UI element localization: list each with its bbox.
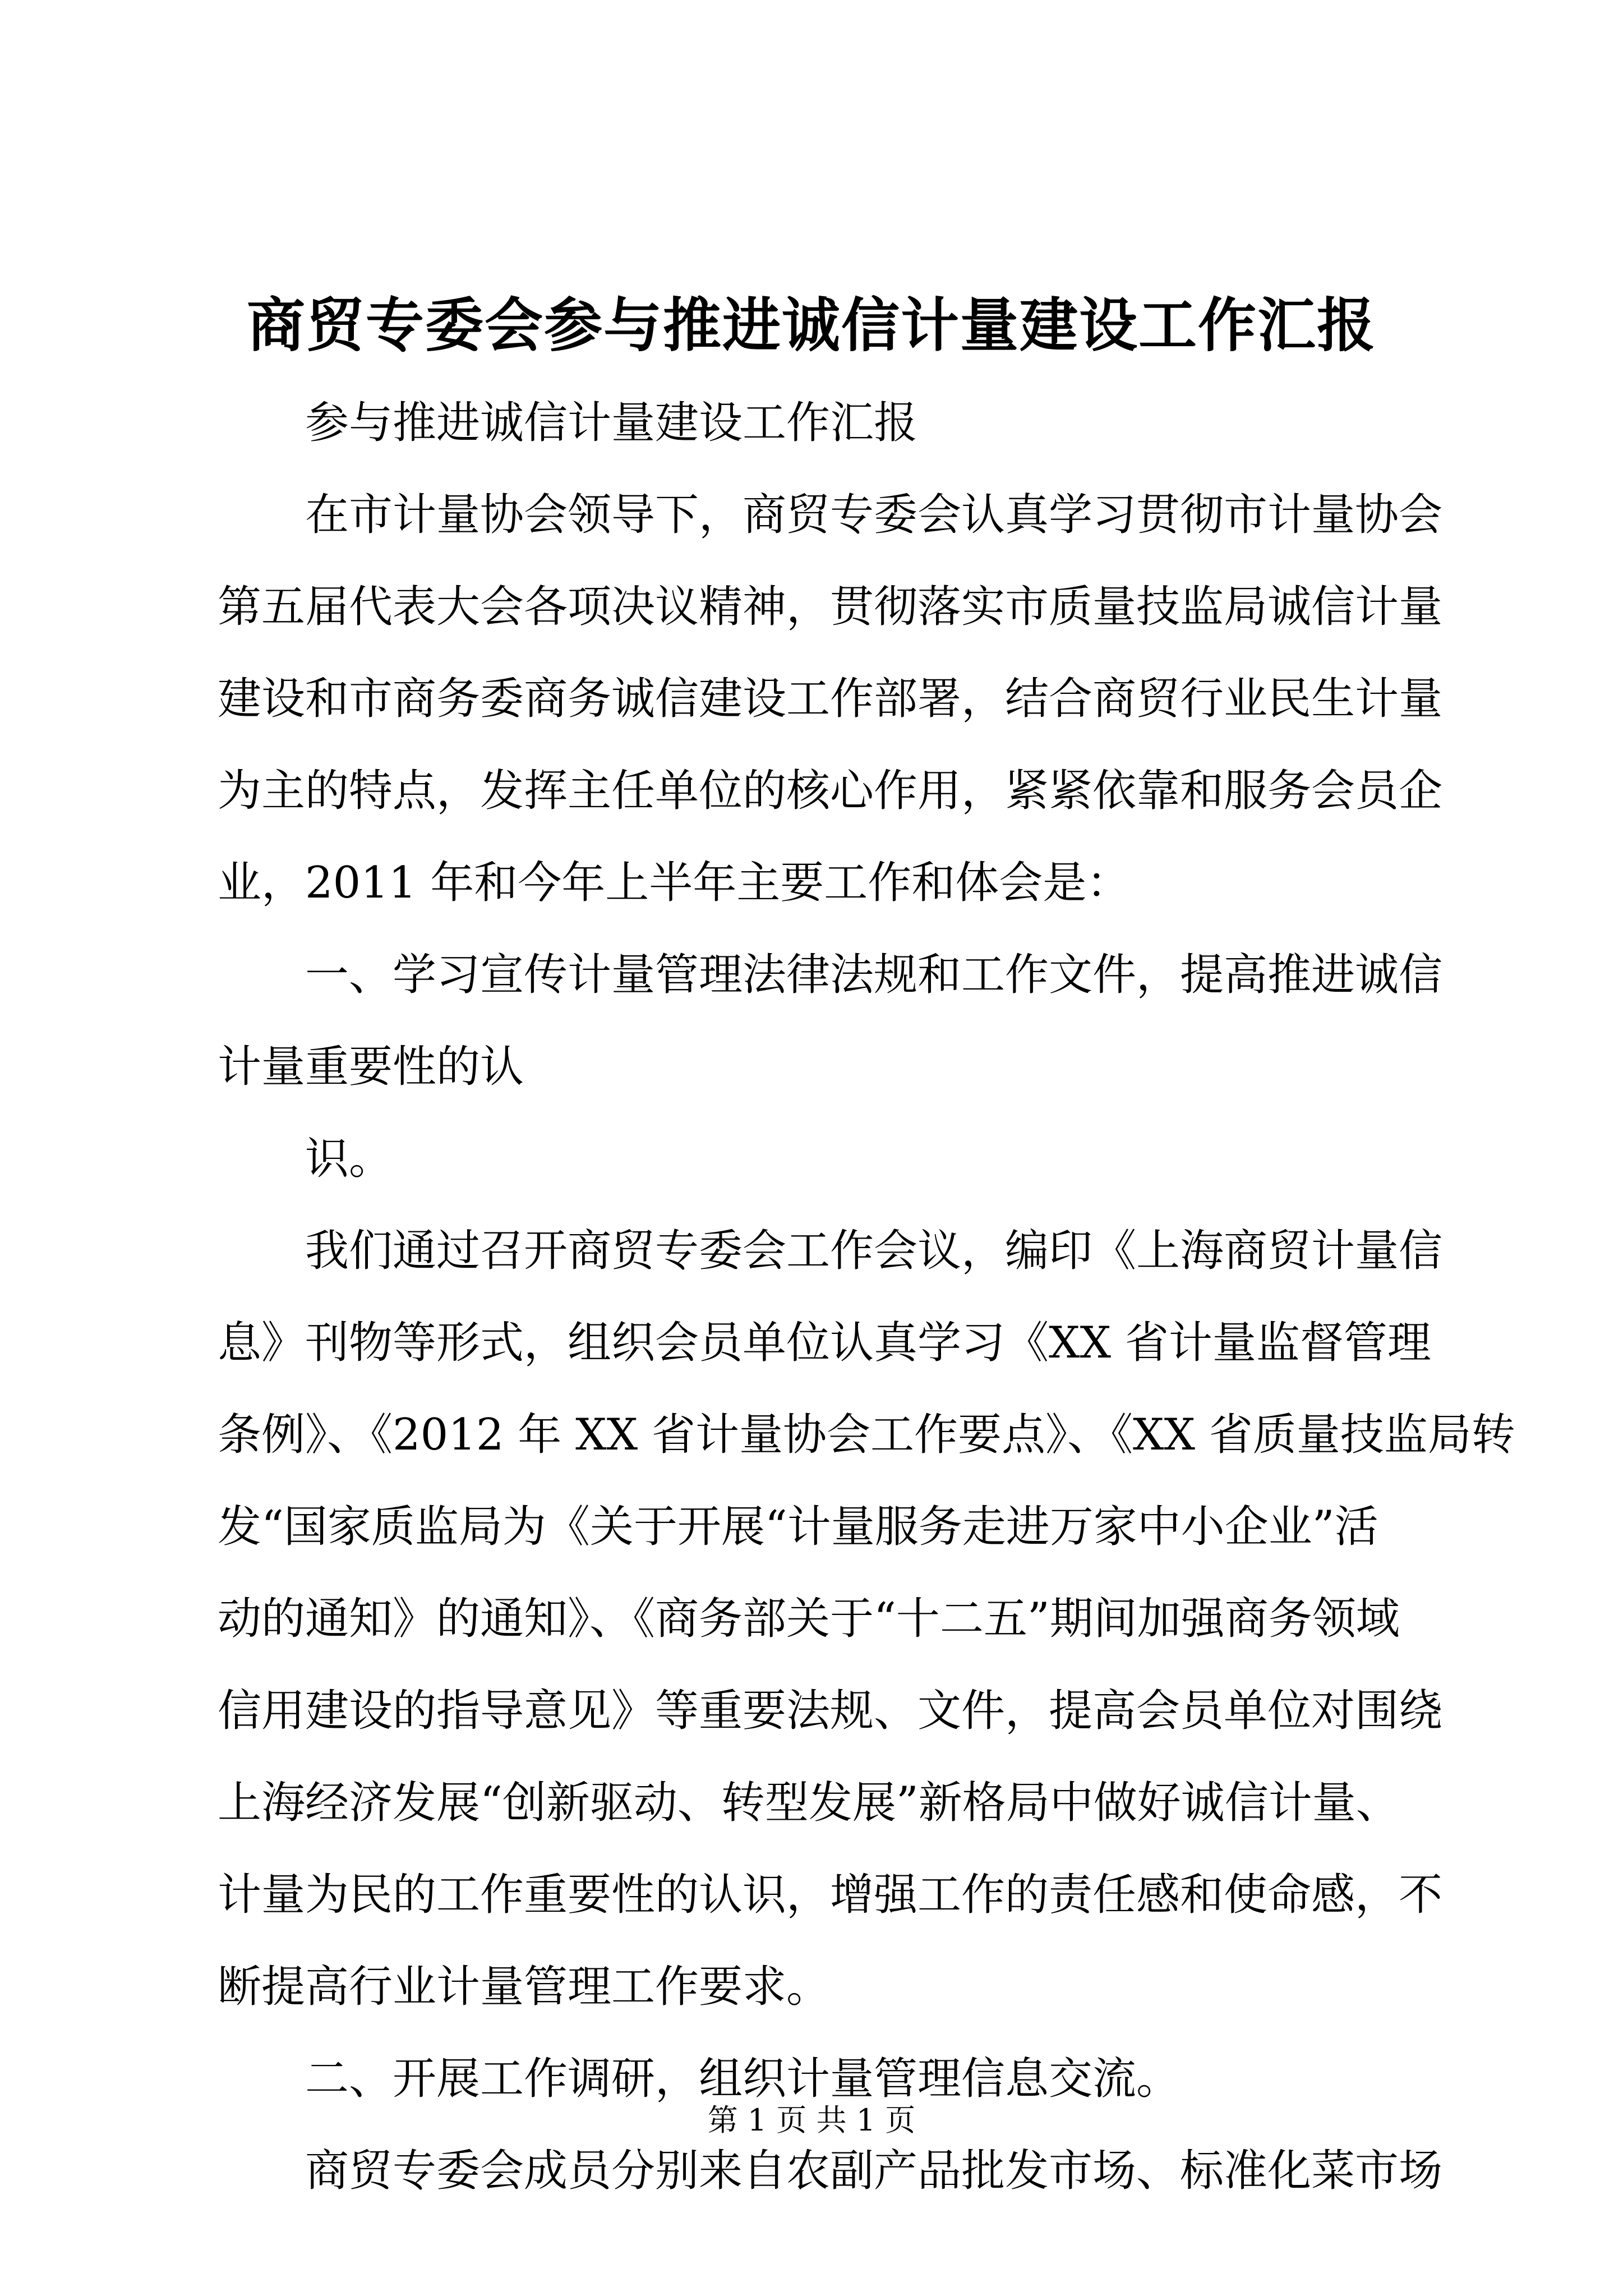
paragraph-line: 我们通过召开商贸专委会工作会议，编印《上海商贸计量信 [305,1226,1443,1276]
section-heading-line: 二、开展工作调研，组织计量管理信息交流。 [305,2054,1181,2104]
paragraph-line: 上海经济发展“创新驱动、转型发展”新格局中做好诚信计量、 [218,1778,1400,1828]
paragraph-line: 识。 [305,1134,393,1184]
paragraph-line: 断提高行业计量管理工作要求。 [218,1962,831,2012]
paragraph-line: 商贸专委会成员分别来自农副产品批发市场、标准化菜市场 [305,2146,1443,2196]
paragraph-line: 为主的特点，发挥主任单位的核心作用，紧紧依靠和服务会员企 [218,766,1443,816]
document-title: 商贸专委会参与推进诚信计量建设工作汇报 [246,291,1376,360]
paragraph-line: 动的通知》的通知》、《商务部关于“十二五”期间加强商务领域 [218,1594,1400,1644]
paragraph-line: 计量为民的工作重要性的认识，增强工作的责任感和使命感，不 [218,1870,1443,1920]
page-footer: 第 1 页 共 1 页 [707,2102,916,2138]
paragraph-line: 发“国家质监局为《关于开展“计量服务走进万家中小企业”活 [218,1502,1378,1552]
subtitle-line: 参与推进诚信计量建设工作汇报 [305,398,918,448]
paragraph-line: 建设和市商务委商务诚信建设工作部署，结合商贸行业民生计量 [218,674,1443,724]
section-heading-line: 一、学习宣传计量管理法律法规和工作文件，提高推进诚信 [305,950,1443,1000]
paragraph-line: 在市计量协会领导下，商贸专委会认真学习贯彻市计量协会 [305,490,1443,540]
paragraph-line: 息》刊物等形式，组织会员单位认真学习《XX 省计量监督管理 [218,1318,1431,1368]
document-body [218,377,1515,2217]
paragraph-line: 条例》、《2012 年 XX 省计量协会工作要点》、《XX 省质量技监局转 [218,1410,1515,1460]
paragraph-line: 第五届代表大会各项决议精神，贯彻落实市质量技监局诚信计量 [218,582,1443,632]
paragraph-line: 业，2011 年和今年上半年主要工作和体会是： [218,858,1131,908]
paragraph-line: 信用建设的指导意见》等重要法规、文件，提高会员单位对围绕 [218,1686,1443,1736]
section-heading-line: 计量重要性的认 [218,1042,524,1092]
